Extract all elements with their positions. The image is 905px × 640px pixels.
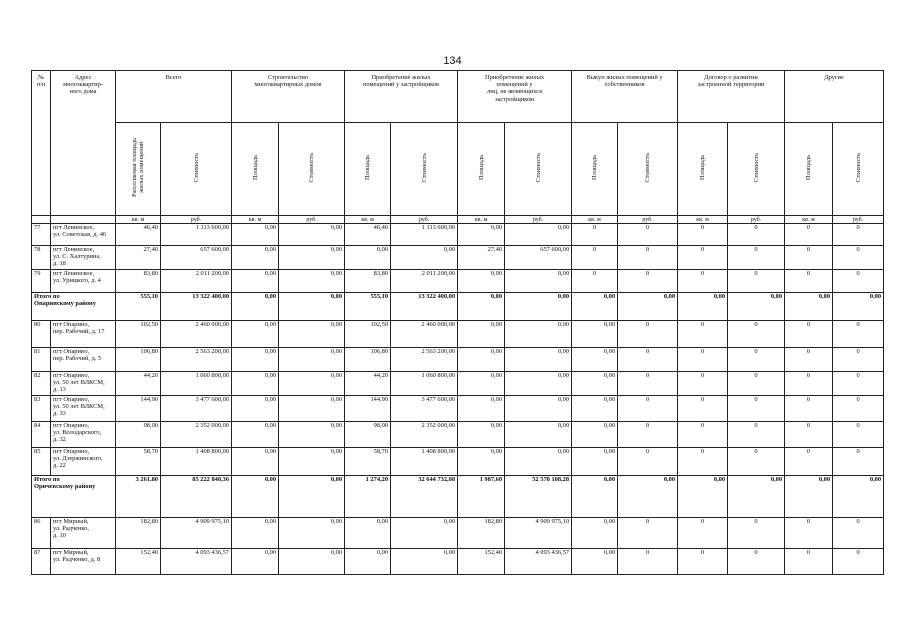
cost-cell: 0 (618, 372, 678, 396)
cost-cell: 0 (728, 270, 785, 293)
area-cell: 0 (785, 246, 833, 270)
subheader-area: Площадь (572, 123, 618, 216)
row-address: пгт Мирный, ул. Радченко, д. 8 (51, 549, 116, 575)
area-cell: 3 261,80 (116, 476, 161, 518)
area-cell: 0 (785, 396, 833, 422)
row-number: 86 (32, 518, 51, 549)
area-cell: 152,40 (116, 549, 161, 575)
cost-cell: 0 (833, 372, 884, 396)
cost-cell: 0 (618, 518, 678, 549)
area-cell: 182,80 (116, 518, 161, 549)
unit-cell: кв. м (232, 216, 279, 224)
resettlement-table (31, 70, 884, 575)
row-address: пгт Ленинское, ул. Урицкого, д. 4 (51, 270, 116, 293)
unit-cell: руб. (728, 216, 785, 224)
subheader-area: Площадь (785, 123, 833, 216)
cost-cell: 0 (728, 348, 785, 372)
header-group-purchase-developers: Приобретение жилых помещений у застройщиков (345, 71, 458, 123)
area-cell: 46,40 (116, 224, 161, 246)
table-row (32, 396, 884, 422)
cost-cell: 0 (833, 518, 884, 549)
cost-cell: 13 322 400,00 (391, 293, 458, 321)
units-row (32, 216, 884, 224)
cost-cell: 2 352 000,00 (161, 422, 232, 448)
table-row (32, 270, 884, 293)
area-cell: 0 (678, 270, 728, 293)
subheader-cost: Стоимость (505, 123, 572, 216)
area-cell: 182,80 (458, 518, 505, 549)
area-cell: 0,00 (458, 270, 505, 293)
area-cell: 44,20 (116, 372, 161, 396)
area-cell: 0,00 (572, 348, 618, 372)
cost-cell: 2 460 000,00 (391, 321, 458, 348)
row-number: 83 (32, 396, 51, 422)
header-group-construction: Строительство многоквартирных домов (232, 71, 345, 123)
cost-cell: 0,00 (279, 224, 345, 246)
row-number: 85 (32, 448, 51, 476)
header-row-groups (32, 71, 884, 123)
cost-cell: 0 (728, 422, 785, 448)
table-row (32, 549, 884, 575)
area-cell: 0 (678, 549, 728, 575)
area-cell: 0,00 (232, 246, 279, 270)
cost-cell: 2 011 200,00 (391, 270, 458, 293)
total-label: Итого по Оричевскому району (32, 476, 116, 518)
cost-cell: 0 (618, 270, 678, 293)
cost-cell: 1 408 800,00 (161, 448, 232, 476)
table-row (32, 224, 884, 246)
subheader-cost: Стоимость (618, 123, 678, 216)
cost-cell: 0 (833, 246, 884, 270)
area-cell: 58,70 (345, 448, 391, 476)
unit-cell: руб. (161, 216, 232, 224)
row-address: пгт Опарино, пер. Рабочий, д. 5 (51, 348, 116, 372)
subheader-area: Площадь (345, 123, 391, 216)
table-row (32, 246, 884, 270)
row-number: 79 (32, 270, 51, 293)
cost-cell: 0,00 (279, 372, 345, 396)
table-row (32, 448, 884, 476)
unit-cell: кв. м (116, 216, 161, 224)
area-cell: 58,70 (116, 448, 161, 476)
cost-cell: 13 322 400,00 (161, 293, 232, 321)
header-group-total: Всего (116, 71, 232, 123)
area-cell: 0,00 (572, 549, 618, 575)
table-row (32, 422, 884, 448)
cost-cell: 0,00 (618, 293, 678, 321)
unit-cell: руб. (833, 216, 884, 224)
cost-cell: 0,00 (833, 476, 884, 518)
area-cell: 0 (678, 321, 728, 348)
header-row-subcolumns (32, 123, 884, 216)
cost-cell: 0,00 (279, 321, 345, 348)
cost-cell: 1 408 800,00 (391, 448, 458, 476)
unit-cell: руб. (618, 216, 678, 224)
row-address: пгт Опарино, пер. Рабочий, д. 17 (51, 321, 116, 348)
area-cell: 144,90 (345, 396, 391, 422)
cost-cell: 0,00 (279, 476, 345, 518)
area-cell: 102,50 (345, 321, 391, 348)
cost-cell: 0,00 (728, 476, 785, 518)
subheader-cost: Стоимость (728, 123, 785, 216)
row-address: пгт Опарино, ул. Володарского, д. 32 (51, 422, 116, 448)
cost-cell: 4 093 436,57 (161, 549, 232, 575)
area-cell: 0,00 (232, 372, 279, 396)
header-group-buyout: Выкуп жилых помещений у собственников (572, 71, 678, 123)
subheader-area: Площадь (678, 123, 728, 216)
area-cell: 0 (678, 348, 728, 372)
table-row (32, 372, 884, 396)
unit-cell: кв. м (572, 216, 618, 224)
cost-cell: 0 (618, 246, 678, 270)
area-cell: 0,00 (678, 293, 728, 321)
area-cell: 0 (678, 396, 728, 422)
area-cell: 0,00 (232, 321, 279, 348)
area-cell: 0,00 (785, 476, 833, 518)
table-row (32, 348, 884, 372)
area-cell: 98,00 (345, 422, 391, 448)
area-cell: 0,00 (572, 476, 618, 518)
area-cell: 0 (785, 270, 833, 293)
cost-cell: 3 477 600,00 (161, 396, 232, 422)
area-cell: 106,80 (345, 348, 391, 372)
area-cell: 83,80 (345, 270, 391, 293)
cost-cell: 0,00 (279, 518, 345, 549)
row-address: пгт Опарино, ул. 50 лет ВЛКСМ, д. 13 (51, 372, 116, 396)
area-cell: 0,00 (458, 372, 505, 396)
cost-cell: 2 563 200,00 (161, 348, 232, 372)
header-group-purchase-non-developers: Приобретение жилых помещений у лиц, не являющихся застройщиком (458, 71, 572, 123)
cost-cell: 0,00 (505, 372, 572, 396)
cost-cell: 0,00 (618, 476, 678, 518)
area-cell: 0 (572, 270, 618, 293)
cost-cell: 2 563 200,00 (391, 348, 458, 372)
area-cell: 0,00 (678, 476, 728, 518)
unit-cell: руб. (391, 216, 458, 224)
area-cell: 98,00 (116, 422, 161, 448)
area-cell: 0,00 (232, 348, 279, 372)
header-address: Адрес многоквартир- ного дома (51, 71, 116, 216)
cost-cell: 4 909 975,10 (161, 518, 232, 549)
cost-cell: 32 644 732,08 (391, 476, 458, 518)
cost-cell: 0 (833, 549, 884, 575)
unit-cell: руб. (279, 216, 345, 224)
cost-cell: 85 222 840,36 (161, 476, 232, 518)
row-number: 81 (32, 348, 51, 372)
area-cell: 0 (785, 321, 833, 348)
area-cell: 0,00 (458, 348, 505, 372)
cost-cell: 0 (833, 422, 884, 448)
area-cell: 0 (678, 422, 728, 448)
cost-cell: 0,00 (505, 348, 572, 372)
subheader-area: Площадь (458, 123, 505, 216)
cost-cell: 0,00 (505, 293, 572, 321)
cost-cell: 0 (618, 396, 678, 422)
total-label: Итого по Опаринскому району (32, 293, 116, 321)
subheader-cost: Стоимость (279, 123, 345, 216)
area-cell: 0 (678, 448, 728, 476)
area-cell: 1 274,20 (345, 476, 391, 518)
area-cell: 46,40 (345, 224, 391, 246)
subheader-resettled-area: Расселяемая площадь жилых помещений (116, 123, 161, 216)
area-cell: 0,00 (232, 549, 279, 575)
area-cell: 0,00 (458, 224, 505, 246)
cost-cell: 2 460 000,00 (161, 321, 232, 348)
cost-cell: 0 (618, 448, 678, 476)
area-cell: 83,80 (116, 270, 161, 293)
cost-cell: 0,00 (391, 246, 458, 270)
area-cell: 0 (678, 224, 728, 246)
area-cell: 0,00 (232, 270, 279, 293)
area-cell: 0,00 (572, 372, 618, 396)
area-cell: 0 (572, 246, 618, 270)
row-address: пгт Опарино, ул. Дзержинского, д. 22 (51, 448, 116, 476)
row-number: 80 (32, 321, 51, 348)
cost-cell: 0,00 (505, 448, 572, 476)
area-cell: 0,00 (458, 396, 505, 422)
row-number: 84 (32, 422, 51, 448)
area-cell: 0 (785, 448, 833, 476)
cost-cell: 1 113 600,00 (391, 224, 458, 246)
area-cell: 0,00 (785, 293, 833, 321)
units-cell-empty (32, 216, 51, 224)
cost-cell: 0,00 (279, 270, 345, 293)
cost-cell: 0 (728, 246, 785, 270)
cost-cell: 0,00 (279, 448, 345, 476)
cost-cell: 52 578 108,28 (505, 476, 572, 518)
cost-cell: 657 600,00 (161, 246, 232, 270)
area-cell: 0 (678, 246, 728, 270)
subheader-cost: Стоимость (833, 123, 884, 216)
cost-cell: 0 (833, 270, 884, 293)
cost-cell: 4 093 436,57 (505, 549, 572, 575)
table-row (32, 321, 884, 348)
area-cell: 0,00 (232, 396, 279, 422)
area-cell: 27,40 (458, 246, 505, 270)
cost-cell: 0 (833, 321, 884, 348)
row-address: пгт Мирный, ул. Радченко, д. 10 (51, 518, 116, 549)
cost-cell: 0,00 (279, 348, 345, 372)
row-number: 77 (32, 224, 51, 246)
cost-cell: 0,00 (505, 270, 572, 293)
cost-cell: 0 (728, 549, 785, 575)
area-cell: 555,10 (345, 293, 391, 321)
cost-cell: 2 352 000,00 (391, 422, 458, 448)
area-cell: 0 (785, 372, 833, 396)
area-cell: 0,00 (232, 224, 279, 246)
unit-cell: кв. м (345, 216, 391, 224)
cost-cell: 0 (728, 224, 785, 246)
cost-cell: 0 (618, 348, 678, 372)
unit-cell: кв. м (458, 216, 505, 224)
units-cell-empty (51, 216, 116, 224)
page-number: 134 (443, 55, 462, 67)
cost-cell: 0 (833, 348, 884, 372)
cost-cell: 4 909 975,10 (505, 518, 572, 549)
row-number: 87 (32, 549, 51, 575)
row-address: пгт Ленинское, ул. С. Халтурина, д. 18 (51, 246, 116, 270)
cost-cell: 0 (728, 321, 785, 348)
area-cell: 0 (785, 348, 833, 372)
cost-cell: 657 600,00 (505, 246, 572, 270)
area-cell: 0,00 (345, 246, 391, 270)
cost-cell: 0,00 (391, 549, 458, 575)
subheader-area: Площадь (232, 123, 279, 216)
area-cell: 0,00 (458, 321, 505, 348)
unit-cell: руб. (505, 216, 572, 224)
area-cell: 106,80 (116, 348, 161, 372)
area-cell: 0,00 (458, 293, 505, 321)
area-cell: 0,00 (458, 448, 505, 476)
area-cell: 0,00 (572, 321, 618, 348)
header-group-development-contract: Договор о развитии застроенной территории (678, 71, 785, 123)
cost-cell: 0,00 (833, 293, 884, 321)
area-cell: 0 (785, 518, 833, 549)
area-cell: 27,40 (116, 246, 161, 270)
area-cell: 0,00 (232, 476, 279, 518)
row-number: 82 (32, 372, 51, 396)
area-cell: 0,00 (458, 422, 505, 448)
area-cell: 0,00 (232, 422, 279, 448)
area-cell: 0,00 (232, 293, 279, 321)
area-cell: 0,00 (232, 518, 279, 549)
unit-cell: кв. м (785, 216, 833, 224)
total-row (32, 293, 884, 321)
cost-cell: 0,00 (505, 224, 572, 246)
area-cell: 0,00 (572, 448, 618, 476)
row-address: пгт Ленинское, ул. Советская, д. 46 (51, 224, 116, 246)
area-cell: 1 987,60 (458, 476, 505, 518)
area-cell: 0 (678, 372, 728, 396)
area-cell: 44,20 (345, 372, 391, 396)
cost-cell: 0 (618, 321, 678, 348)
cost-cell: 1 060 800,00 (161, 372, 232, 396)
table-row (32, 518, 884, 549)
cost-cell: 0 (618, 549, 678, 575)
cost-cell: 0,00 (505, 321, 572, 348)
area-cell: 102,50 (116, 321, 161, 348)
cost-cell: 0,00 (279, 422, 345, 448)
subheader-cost: Стоимость (161, 123, 232, 216)
cost-cell: 0,00 (505, 396, 572, 422)
area-cell: 0,00 (345, 549, 391, 575)
cost-cell: 2 011 200,00 (161, 270, 232, 293)
row-address: пгт Опарино, ул. 50 лет ВЛКСМ, д. 33 (51, 396, 116, 422)
cost-cell: 0 (728, 448, 785, 476)
cost-cell: 0 (618, 224, 678, 246)
cost-cell: 0 (728, 372, 785, 396)
area-cell: 0 (572, 224, 618, 246)
area-cell: 0 (785, 224, 833, 246)
cost-cell: 0 (833, 396, 884, 422)
header-group-other: Другие (785, 71, 884, 123)
cost-cell: 0,00 (391, 518, 458, 549)
cost-cell: 0,00 (279, 293, 345, 321)
cost-cell: 1 060 800,00 (391, 372, 458, 396)
total-row (32, 476, 884, 518)
cost-cell: 0 (618, 422, 678, 448)
cost-cell: 0 (833, 448, 884, 476)
cost-cell: 0,00 (279, 396, 345, 422)
area-cell: 0 (785, 422, 833, 448)
area-cell: 0,00 (345, 518, 391, 549)
header-num: № п/п (32, 71, 51, 216)
area-cell: 0,00 (572, 422, 618, 448)
cost-cell: 0,00 (505, 422, 572, 448)
area-cell: 0 (785, 549, 833, 575)
area-cell: 0,00 (572, 518, 618, 549)
area-cell: 152,40 (458, 549, 505, 575)
cost-cell: 0 (728, 518, 785, 549)
cost-cell: 0,00 (728, 293, 785, 321)
area-cell: 0 (678, 518, 728, 549)
area-cell: 144,90 (116, 396, 161, 422)
unit-cell: кв. м (678, 216, 728, 224)
area-cell: 0,00 (232, 448, 279, 476)
area-cell: 555,10 (116, 293, 161, 321)
area-cell: 0,00 (572, 293, 618, 321)
area-cell: 0,00 (572, 396, 618, 422)
row-number: 78 (32, 246, 51, 270)
cost-cell: 0,00 (279, 246, 345, 270)
cost-cell: 1 113 600,00 (161, 224, 232, 246)
cost-cell: 0,00 (279, 549, 345, 575)
cost-cell: 3 477 600,00 (391, 396, 458, 422)
subheader-cost: Стоимость (391, 123, 458, 216)
cost-cell: 0 (833, 224, 884, 246)
cost-cell: 0 (728, 396, 785, 422)
